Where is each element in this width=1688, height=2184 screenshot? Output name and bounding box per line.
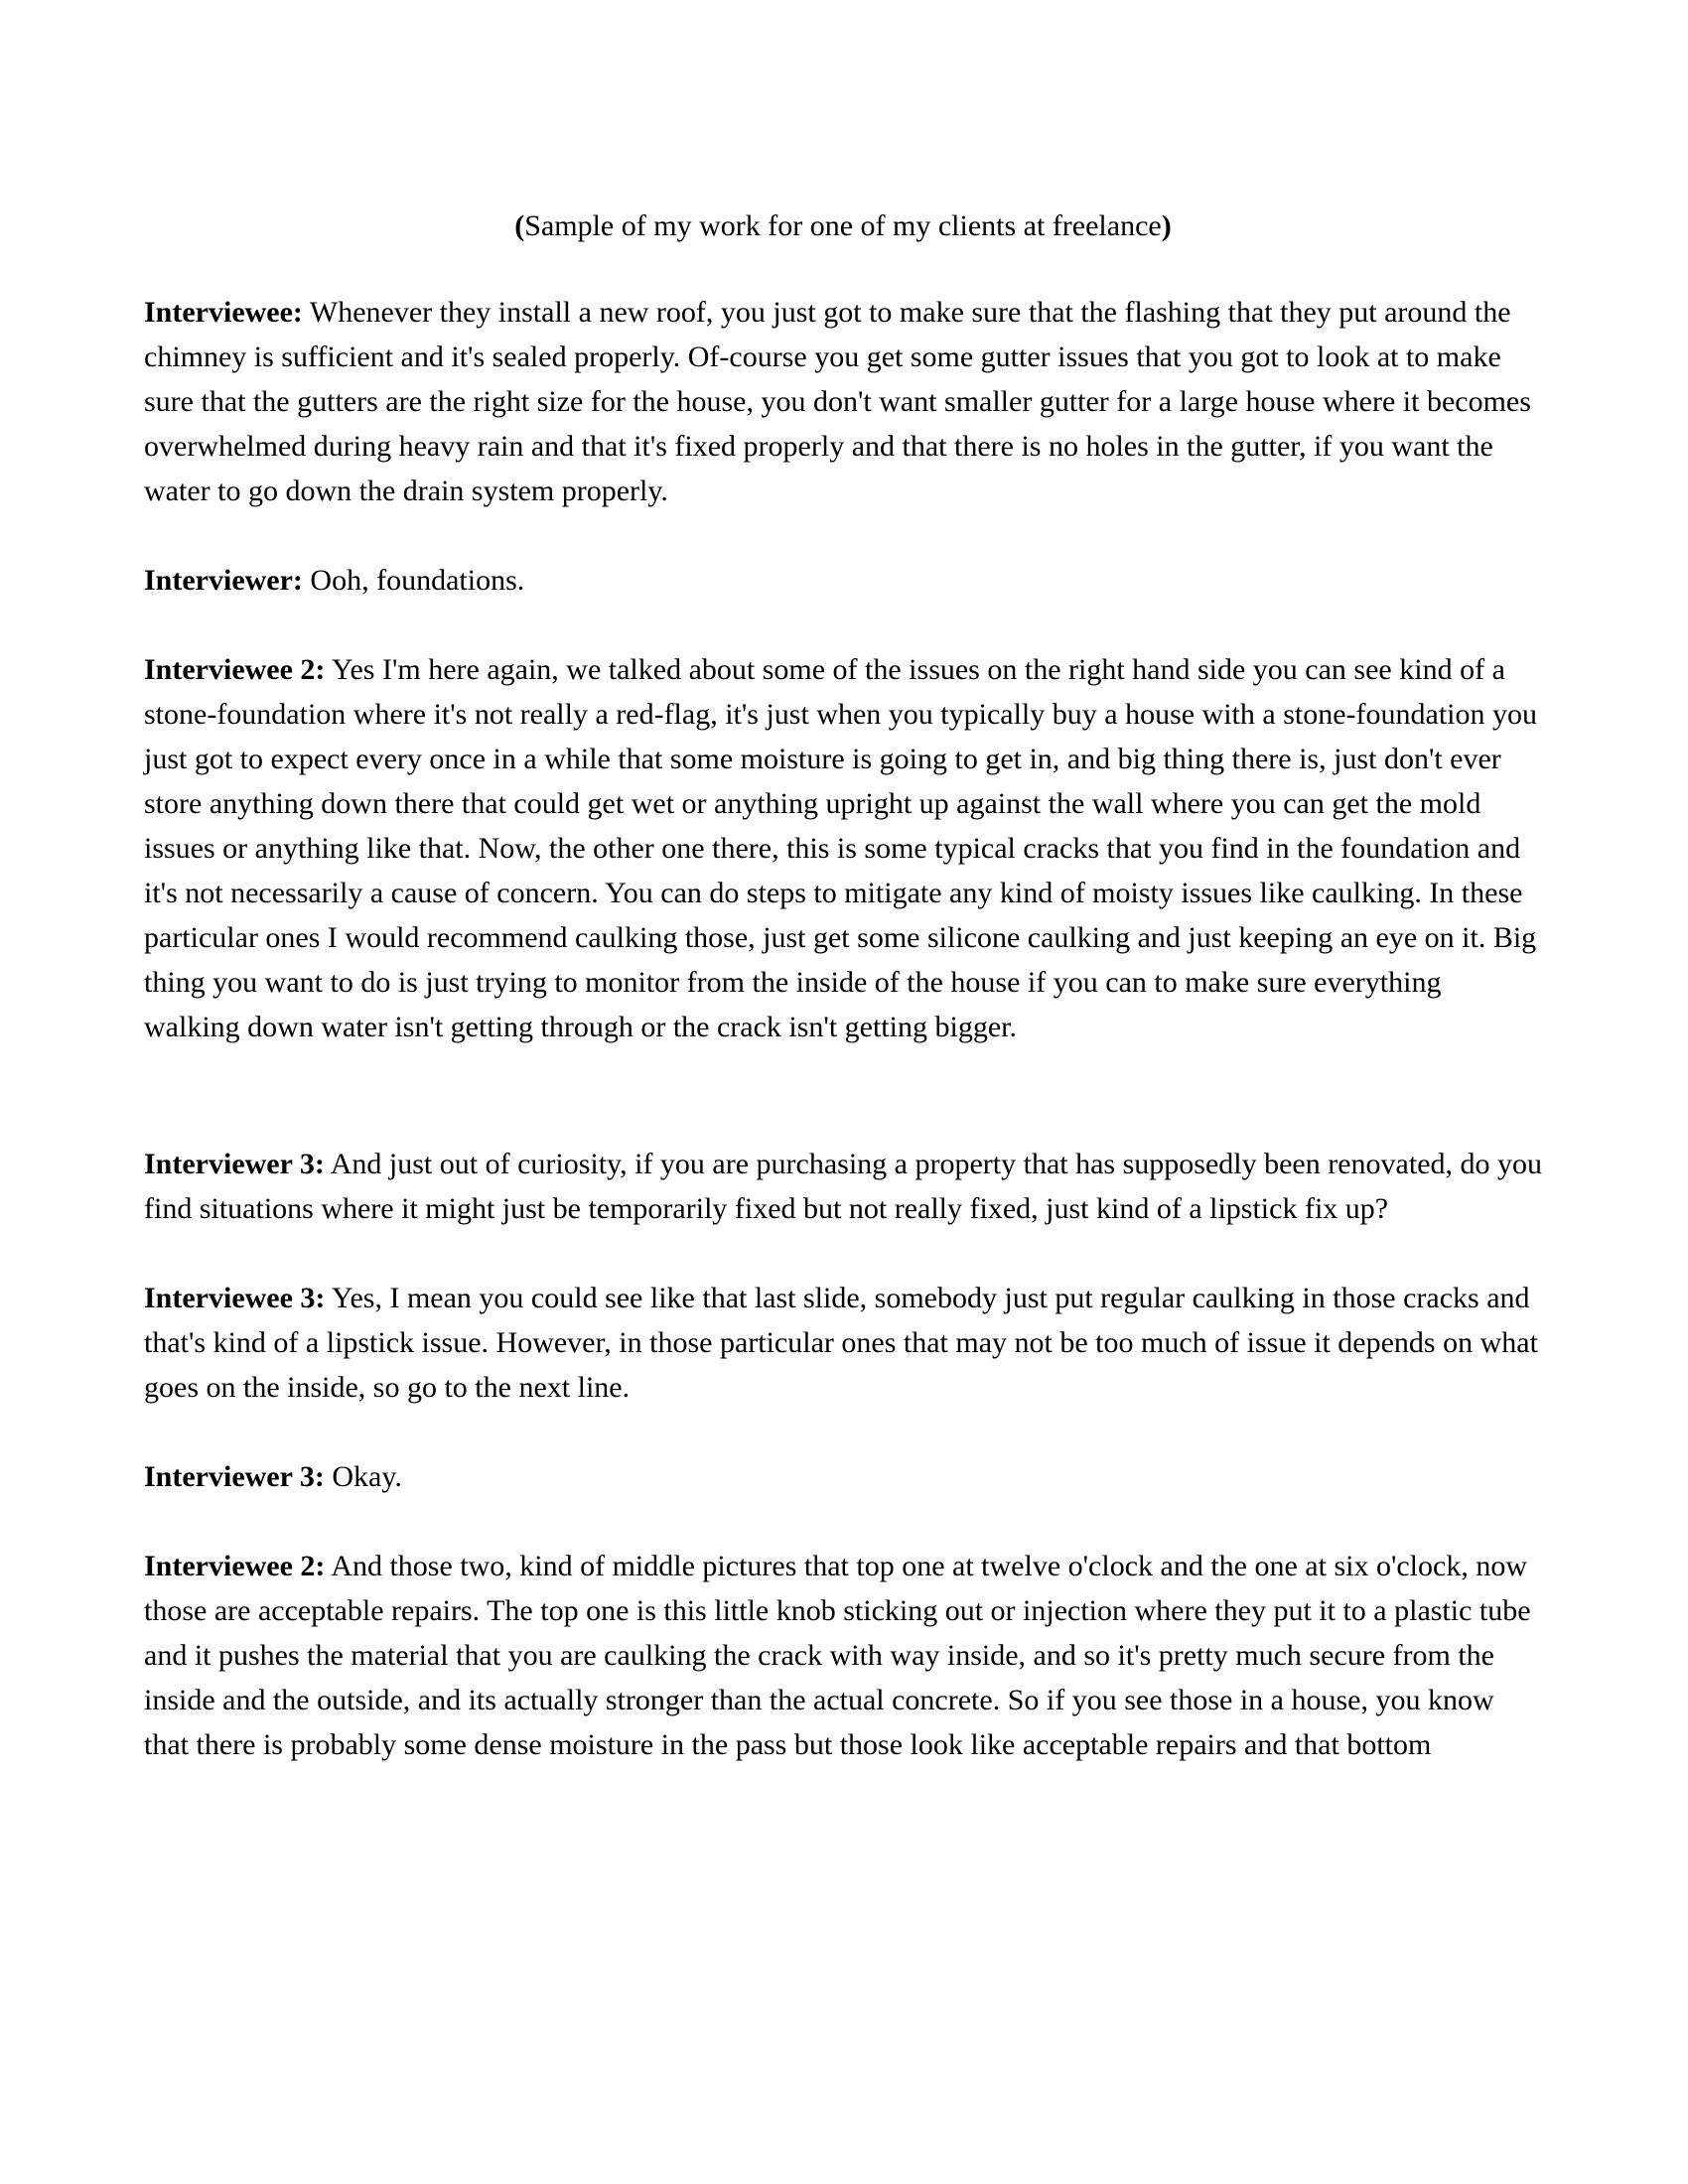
paragraph-text: Yes, I mean you could see like that last slide, somebody just put regular caulking in those cracks and that's kind of a lipstick issue. However, in those particular ones that may not be too much of issue it depends on what goes on the inside, so go to the next line.	[144, 1282, 1538, 1404]
paragraph-text: And just out of curiosity, if you are purchasing a property that has supposedly been renovated, do you find situations where it might just be temporarily fixed but not really fixed, just kind of a lipstick fix up?	[144, 1148, 1543, 1225]
paragraph-text: Okay.	[332, 1460, 402, 1493]
title-close-paren: )	[1161, 209, 1172, 242]
paragraph-text: Yes I'm here again, we talked about some of the issues on the right hand side you can see kind of a stone-foundation where it's not really a red-flag, it's just when you typically buy a house with a stone-foundation you just got to expect every once in a while that some moisture is going to get in, and big thing there is, just don't ever store anything down there that could get wet or anything upright up against the wall where you can get the mold issues or anything like that. Now, the other one there, this is some typical cracks that you find in the foundation and it's not necessarily a cause of concern. You can do steps to mitigate any kind of moisty issues like caulking. In these particular ones I would recommend caulking those, just get some silicone caulking and just keeping an eye on it. Big thing you want to do is just trying to monitor from the inside of the house if you can to make sure everything walking down water isn't getting through or the crack isn't getting bigger.	[144, 653, 1537, 1043]
paragraph-interviewer-3-question	[144, 1142, 1542, 1231]
paragraph-interviewee	[144, 290, 1542, 513]
paragraph-interviewer-3-okay	[144, 1454, 1542, 1499]
document-content	[144, 204, 1542, 1812]
paragraph-interviewer	[144, 558, 1542, 603]
paragraph-text: And those two, kind of middle pictures that top one at twelve o'clock and the one at six o'clock, now those are acceptable repairs. The top one is this little knob sticking out or injection where they put it to a plastic tube and it pushes the material that you are caulking the crack with way inside, and so it's pretty much secure from the inside and the outside, and its actually stronger than the actual concrete. So if you see those in a house, you know that there is probably some dense moisture in the pass but those look like acceptable repairs and that bottom	[144, 1550, 1531, 1761]
paragraph-text: Whenever they install a new roof, you just got to make sure that the flashing that they put around the chimney is sufficient and it's sealed properly. Of-course you get some gutter issues that you got to look at to make sure that the gutters are the right size for the house, you don't want smaller gutter for a large house where it becomes overwhelmed during heavy rain and that it's fixed properly and that there is no holes in the gutter, if you want the water to go down the drain system properly.	[144, 296, 1531, 507]
speaker-label-interviewee-2: Interviewee 2:	[144, 653, 326, 686]
speaker-label-interviewer: Interviewer:	[144, 564, 303, 597]
paragraph-interviewee-2-repairs	[144, 1544, 1542, 1767]
title-text: Sample of my work for one of my clients at freelance	[524, 209, 1162, 242]
document-title	[144, 204, 1542, 248]
paragraph-interviewee-2	[144, 647, 1542, 1049]
speaker-label-interviewee: Interviewee:	[144, 296, 303, 329]
speaker-label-interviewer-3: Interviewer 3:	[144, 1148, 325, 1180]
speaker-label-interviewee-3: Interviewee 3:	[144, 1282, 326, 1314]
paragraph-interviewee-3	[144, 1276, 1542, 1410]
title-open-paren: (	[514, 209, 525, 242]
speaker-label-interviewee-2: Interviewee 2:	[144, 1550, 326, 1582]
paragraph-text: Ooh, foundations.	[310, 564, 525, 597]
speaker-label-interviewer-3: Interviewer 3:	[144, 1460, 325, 1493]
